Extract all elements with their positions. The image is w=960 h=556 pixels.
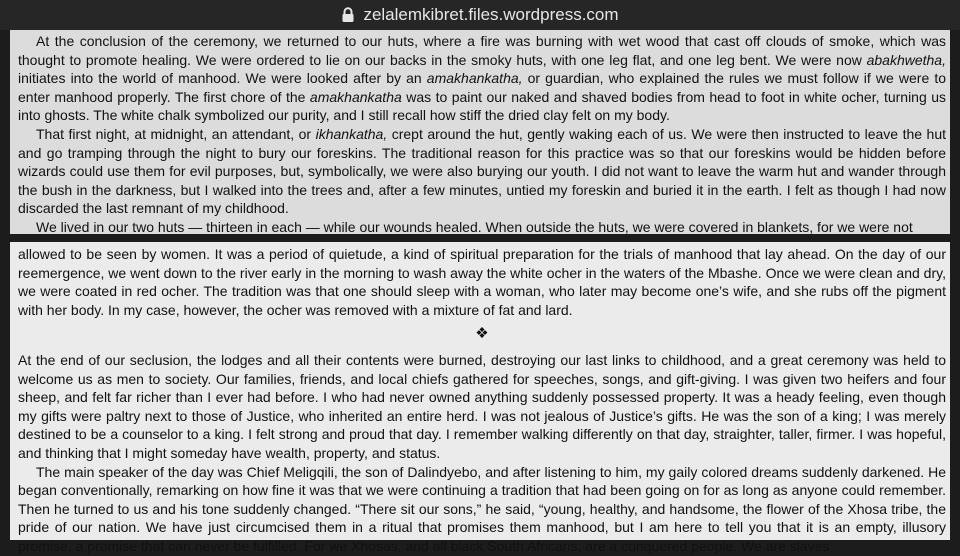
italic-term: abakhwetha, (866, 51, 946, 68)
paragraph-huts: We lived in our two huts — thirteen in each — while our wounds healed. When outside the huts, we were covered in blankets, for we were not (36, 218, 913, 235)
italic-term: ikhankatha, (315, 125, 388, 142)
book-page-bottom[interactable] (10, 242, 950, 554)
paragraph-end-of-seclusion: At the end of our seclusion, the lodges and all their contents were burned, destroying our last links to childhood, and a great ceremony was held to welcome us as men to society. Our families, friends, and local chiefs gathered for speeches, songs, and gift-giving. I was given two heifers and four sheep, and felt far richer than I ever had before. I who had never owned anything suddenly possessed property. It was a heady feeling, even though my gifts were paltry next to those of Justice, who inherited an entire herd. I was not jealous of Justice’s gifts. He was the son of a king; I was merely destined to be a counselor to a king. I felt strong and proud that day. I remember walking differently on that day, straighter, taller, firmer. I was hopeful, and thinking that I might someday have wealth, property, and status. (18, 351, 946, 461)
book-page-top[interactable] (10, 30, 950, 234)
paragraph-first-night: That first night, at midnight, an attendant, or ikhankatha, crept around the hut, gently waking each of us. We were then instructed to leave the hut and go tramping through the night to bury our foreskins. The traditional reason for this practice was so that our foreskins would be hidden before wizards could use them for evil purposes, but, symbolically, we were also burying our youth. I did not want to leave the warm hut and wander through the bush in the darkness, but I walked into the trees and, after a few minutes, untied my foreskin and buried it in the earth. I felt as though I had now discarded the last remnant of my childhood. (18, 125, 947, 217)
paragraph-ceremony: At the conclusion of the ceremony, we returned to our huts, where a fire was burning with wet wood that cast off clouds of smoke, which was thought to promote healing. We were ordered to lie on our backs in the smoky huts, with one leg flat, and one leg bent. We were now abakhwetha, initiates into the world of manhood. We were looked after by an amakhankatha, or guardian, who explained the rules we must follow if we were to enter manhood properly. The first chore of the amakhankatha was to paint our naked and shaved bodies from head to foot in white ocher, turning us into ghosts. The white chalk symbolized our purity, and I still recall how stiff the dried clay felt on my body. (18, 33, 947, 124)
italic-term: amakhankatha, (426, 70, 523, 87)
paragraph-main-speaker: The main speaker of the day was Chief Meligqili, the son of Dalindyebo, and after listening to him, my gaily colored dreams suddenly darkened. He began conventionally, remarking on how fine it was that we were continuing a tradition that had been going on for as long as anyone could remember. Then he turned to us and his tone suddenly changed. “There sit our sons,” he said, “young, healthy, and handsome, the flower of the Xhosa tribe, the pride of our nation. We have just circumcised them in a ritual that promises them manhood, but I am here to tell you that it is an empty, illusory promise, a promise that can never be fulfilled. For we Xhosas, and all black South Africans, are a conquered people. We are slaves (18, 463, 946, 554)
italic-term: amakhankatha (309, 88, 402, 105)
browser-address-bar[interactable] (0, 0, 960, 30)
section-ornament: ❖ (475, 325, 489, 343)
lock-icon (341, 7, 355, 23)
url-text: zelalemkibret.files.wordpress.com (363, 5, 619, 24)
paragraph-reemergence: allowed to be seen by women. It was a period of quietude, a kind of spiritual preparation for the trials of manhood that lay ahead. On the day of our reemergence, we went down to the river early in the morning to wash away the white ocher in the waters of the Mbashe. Once we were clean and dry, we were coated in red ocher. The tradition was that one should sleep with a woman, who later may become one’s wife, and she rubs off the pigment with her body. In my case, however, the ocher was removed with a mixture of fat and lard. (18, 246, 946, 318)
